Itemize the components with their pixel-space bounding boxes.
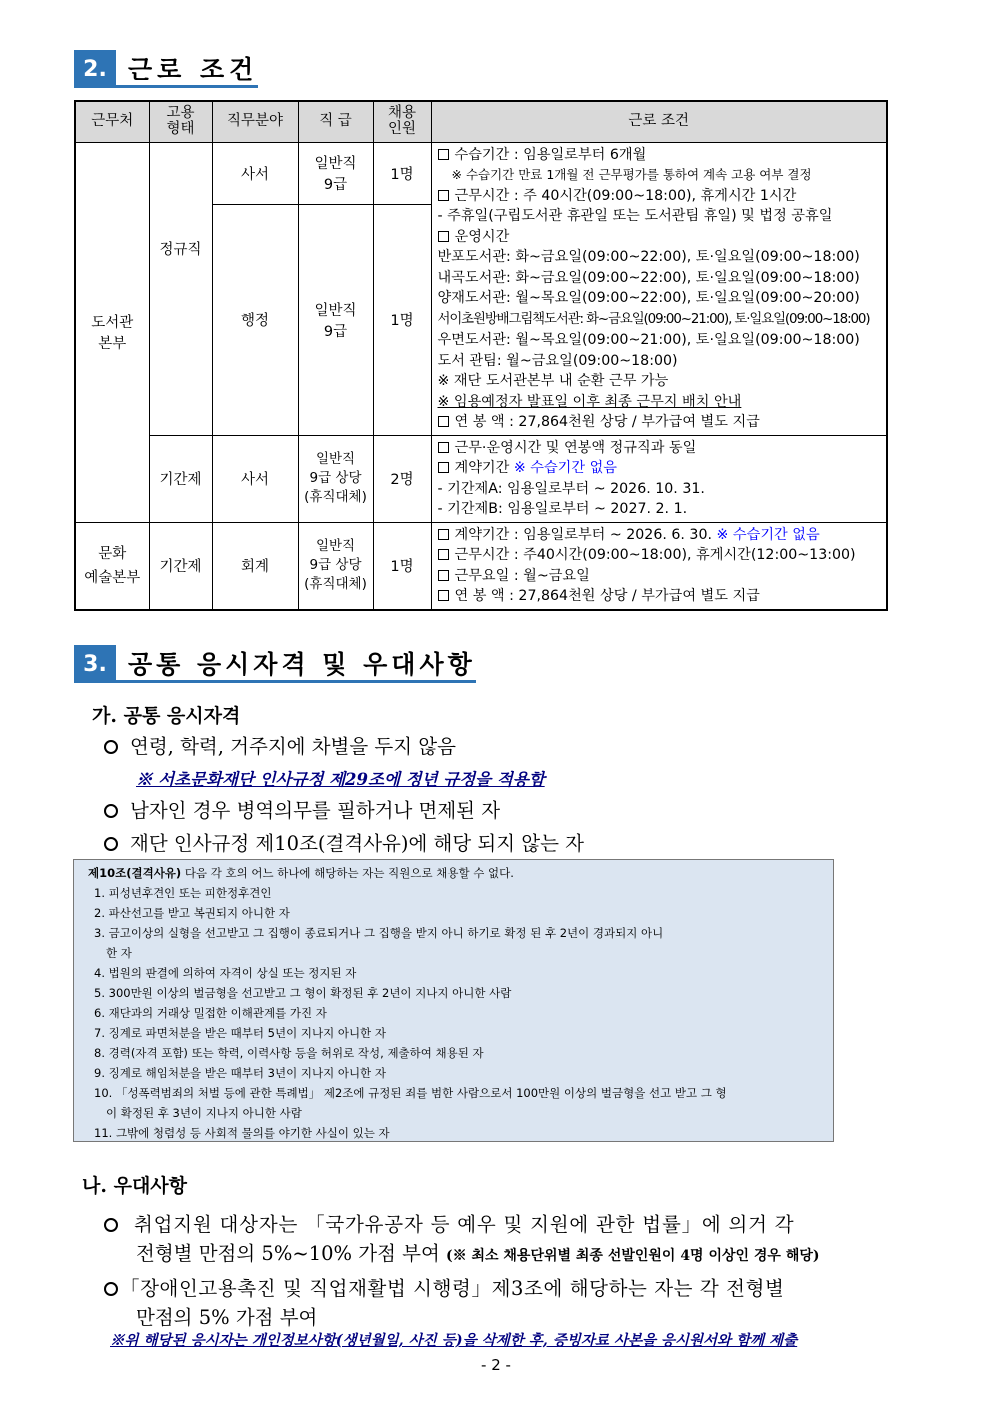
pref1-line1: 취업지원 대상자는 「국가유공자 등 예우 및 지원에 관한 법률」에 의거 각 bbox=[134, 1213, 795, 1236]
condition-line: 우면도서관: 월~목요일(09:00~21:00), 토·일요일(09:00~18:00) bbox=[437, 332, 860, 348]
table-row bbox=[75, 522, 887, 610]
checkbox-square-icon bbox=[438, 570, 449, 581]
condition-line: 운영시간 bbox=[438, 227, 881, 248]
circle-bullet-icon bbox=[104, 740, 118, 754]
emp-type-contract: 기간제 bbox=[149, 522, 212, 610]
disqualification-line: 7. 징계로 파면처분을 받은 때부터 5년이 지나지 아니한 자 bbox=[94, 1026, 386, 1040]
dept-culture: 문화 예술본부 bbox=[75, 522, 149, 610]
grade-cell: 일반직 9급 상당 (휴직대체) bbox=[298, 522, 373, 610]
grade-cell: 일반직 9급 상당 (휴직대체) bbox=[298, 435, 373, 522]
disqualification-line: 한 자 bbox=[106, 946, 132, 960]
disqualification-line: 3. 금고이상의 실형을 선고받고 그 집행이 종료되거나 그 집행을 받지 아니 하기로 확정 된 후 2년이 경과되지 아니 bbox=[94, 926, 664, 940]
condition-line: 계약기간 : 임용일로부터 ~ 2026. 6. 30. ※ 수습기간 없음 bbox=[438, 525, 881, 546]
box-heading-bold: 제10조(결격사유) bbox=[88, 866, 182, 880]
pref2-line1: 「장애인고용촉진 및 직업재활법 시행령」제3조에 해당하는 자는 각 전형별 bbox=[120, 1277, 785, 1300]
box-lines bbox=[88, 883, 821, 1143]
disqualification-line: 1. 피성년후견인 또는 피한정후견인 bbox=[94, 886, 272, 900]
preference-item-2 bbox=[104, 1274, 924, 1332]
count-cell: 1명 bbox=[373, 522, 431, 610]
checkbox-square-icon bbox=[438, 590, 449, 601]
final-note: ※위 해당된 응시자는 개인정보사항(생년월일, 사진 등)을 삭제한 후, 증빙자료 사본을 응시원서와 함께 제출 bbox=[110, 1332, 798, 1349]
disqualification-box bbox=[73, 859, 834, 1142]
checkbox-square-icon bbox=[438, 190, 449, 201]
section-2-header bbox=[74, 50, 258, 88]
age-rule-note: ※ 서초문화재단 인사규정 제29조에 정년 규정을 적용함 bbox=[136, 770, 545, 789]
item-text: 남자인 경우 병역의무를 필하거나 면제된 자 bbox=[130, 799, 501, 822]
checkbox-square-icon bbox=[438, 231, 449, 242]
disqualification-line: 11. 그밖에 청렴성 등 사회적 물의를 야기한 사실이 있는 자 bbox=[94, 1126, 390, 1140]
condition-line: - 기간제A: 임용일로부터 ~ 2026. 10. 31. bbox=[437, 480, 705, 497]
header-cell: 직 급 bbox=[298, 101, 373, 142]
count-cell: 1명 bbox=[373, 204, 431, 435]
preference-item-1 bbox=[104, 1210, 924, 1271]
job-librarian: 사서 bbox=[212, 142, 298, 204]
item-text: 연령, 학력, 거주지에 차별을 두지 않음 bbox=[130, 735, 456, 758]
header-cell: 고용 형태 bbox=[149, 101, 212, 142]
list-item bbox=[104, 795, 500, 823]
item-text: 재단 인사규정 제10조(결격사유)에 해당 되지 않는 자 bbox=[130, 832, 584, 855]
emp-type-contract: 기간제 bbox=[149, 435, 212, 522]
section-3-number: 3. bbox=[74, 645, 116, 683]
subheading-common-qualifications: 가. 공통 응시자격 bbox=[92, 705, 241, 727]
disqualification-line: 2. 파산선고를 받고 복권되지 아니한 자 bbox=[94, 906, 290, 920]
condition-line: 도서 관팀: 월~금요일(09:00~18:00) bbox=[437, 352, 678, 369]
pref1-line2: 전형별 만점의 5%~10% 가점 부여 bbox=[136, 1242, 440, 1265]
circle-bullet-icon bbox=[104, 1218, 118, 1232]
checkbox-square-icon bbox=[438, 462, 449, 473]
condition-line: 근무·운영시간 및 연봉액 정규직과 동일 bbox=[438, 438, 881, 459]
pref2-line2: 만점의 5% 가점 부여 bbox=[136, 1306, 318, 1329]
disqualification-line: 9. 징계로 해임처분을 받은 때부터 3년이 지나지 아니한 자 bbox=[94, 1066, 386, 1080]
header-cell: 근로 조건 bbox=[431, 101, 887, 142]
circle-bullet-icon bbox=[104, 1282, 118, 1296]
disqualification-line: 10. 「성폭력범죄의 처벌 등에 관한 특례법」 제2조에 규정된 죄를 범한 사람으로서 100만원 이상의 벌금형을 선고 받고 그 형 bbox=[94, 1086, 727, 1100]
emp-type-regular: 정규직 bbox=[149, 142, 212, 435]
condition-line: 양재도서관: 월~목요일(09:00~22:00), 토·일요일(09:00~20:00) bbox=[437, 290, 860, 306]
checkbox-square-icon bbox=[438, 529, 449, 540]
section-2-number: 2. bbox=[74, 50, 116, 88]
dept-library: 도서관 본부 bbox=[75, 142, 149, 522]
disqualification-line: 6. 재단과의 거래상 밀접한 이해관계를 가진 자 bbox=[94, 1006, 327, 1020]
checkbox-square-icon bbox=[438, 442, 449, 453]
pref1-note: (※ 최소 채용단위별 최종 선발인원이 4명 이상인 경우 해당) bbox=[445, 1248, 820, 1264]
header-cell: 근무처 bbox=[75, 101, 149, 142]
conditions-culture bbox=[431, 522, 887, 610]
job-librarian: 사서 bbox=[212, 435, 298, 522]
condition-line: ※ 재단 도서관본부 내 순환 근무 가능 bbox=[437, 373, 669, 389]
header-cell: 채용 인원 bbox=[373, 101, 431, 142]
circle-bullet-icon bbox=[104, 804, 118, 818]
section-3-header bbox=[74, 645, 476, 683]
condition-line: ※ 임용예정자 발표일 이후 최종 근무지 배치 안내 bbox=[437, 393, 742, 410]
job-admin: 행정 bbox=[212, 204, 298, 435]
circle-bullet-icon bbox=[104, 837, 118, 851]
table-row bbox=[75, 435, 887, 522]
conditions-contract bbox=[431, 435, 887, 522]
grade-cell: 일반직 9급 bbox=[298, 142, 373, 204]
grade-cell: 일반직 9급 bbox=[298, 204, 373, 435]
condition-line: 연 봉 액 : 27,864천원 상당 / 부가급여 별도 지급 bbox=[438, 412, 881, 433]
box-heading bbox=[88, 863, 821, 883]
condition-line: 근무시간 : 주40시간(09:00~18:00), 휴게시간(12:00~13:00) bbox=[438, 545, 881, 566]
condition-line: 근무요일 : 월~금요일 bbox=[438, 566, 881, 587]
count-cell: 1명 bbox=[373, 142, 431, 204]
checkbox-square-icon bbox=[438, 149, 449, 160]
condition-line: 연 봉 액 : 27,864천원 상당 / 부가급여 별도 지급 bbox=[438, 586, 881, 607]
condition-line: 수습기간 : 임용일로부터 6개월 bbox=[438, 145, 881, 166]
list-item bbox=[104, 731, 456, 759]
box-heading-rest: 다음 각 호의 어느 하나에 해당하는 자는 직원으로 채용할 수 없다. bbox=[181, 866, 514, 880]
condition-line: 내곡도서관: 화~금요일(09:00~22:00), 토·일요일(09:00~18:00) bbox=[437, 269, 860, 286]
list-item bbox=[104, 828, 584, 856]
disqualification-line: 4. 법원의 판결에 의하여 자격이 상실 또는 정지된 자 bbox=[94, 966, 357, 980]
condition-line: - 기간제B: 임용일로부터 ~ 2027. 2. 1. bbox=[437, 501, 688, 517]
condition-line: 근무시간 : 주 40시간(09:00~18:00), 휴게시간 1시간 bbox=[438, 186, 881, 207]
page-number: - 2 - bbox=[481, 1356, 511, 1374]
table-row bbox=[75, 142, 887, 204]
subheading-preferences: 나. 우대사항 bbox=[82, 1175, 187, 1197]
section-3-title: 공통 응시자격 및 우대사항 bbox=[116, 645, 476, 683]
condition-line: 반포도서관: 화~금요일(09:00~22:00), 토·일요일(09:00~18:00) bbox=[437, 249, 860, 265]
conditions-regular bbox=[431, 142, 887, 435]
checkbox-square-icon bbox=[438, 549, 449, 560]
disqualification-line: 5. 300만원 이상의 벌금형을 선고받고 그 형이 확정된 후 2년이 지나지 아니한 사람 bbox=[94, 986, 512, 1000]
count-cell: 2명 bbox=[373, 435, 431, 522]
condition-line: 서이초원방배그림책도서관: 화~금요일(09:00~21:00), 토·일요일(09:00~18:00) bbox=[437, 311, 870, 327]
table-header-row bbox=[75, 101, 887, 142]
section-2-title: 근로 조건 bbox=[116, 50, 258, 88]
condition-line: - 주휴일(구립도서관 휴관일 또는 도서관팀 휴일) 및 법정 공휴일 bbox=[437, 208, 833, 224]
checkbox-square-icon bbox=[438, 416, 449, 427]
condition-line: ※ 수습기간 만료 1개월 전 근무평가를 통하여 계속 고용 여부 결정 bbox=[451, 167, 812, 182]
work-conditions-table bbox=[74, 100, 888, 611]
job-accounting: 회계 bbox=[212, 522, 298, 610]
disqualification-line: 8. 경력(자격 포함) 또는 학력, 이력사항 등을 허위로 작성, 제출하여 채용된 자 bbox=[94, 1046, 484, 1060]
condition-line: 계약기간 ※ 수습기간 없음 bbox=[438, 458, 881, 479]
disqualification-line: 이 확정된 후 3년이 지나지 아니한 사람 bbox=[106, 1106, 302, 1120]
header-cell: 직무분야 bbox=[212, 101, 298, 142]
